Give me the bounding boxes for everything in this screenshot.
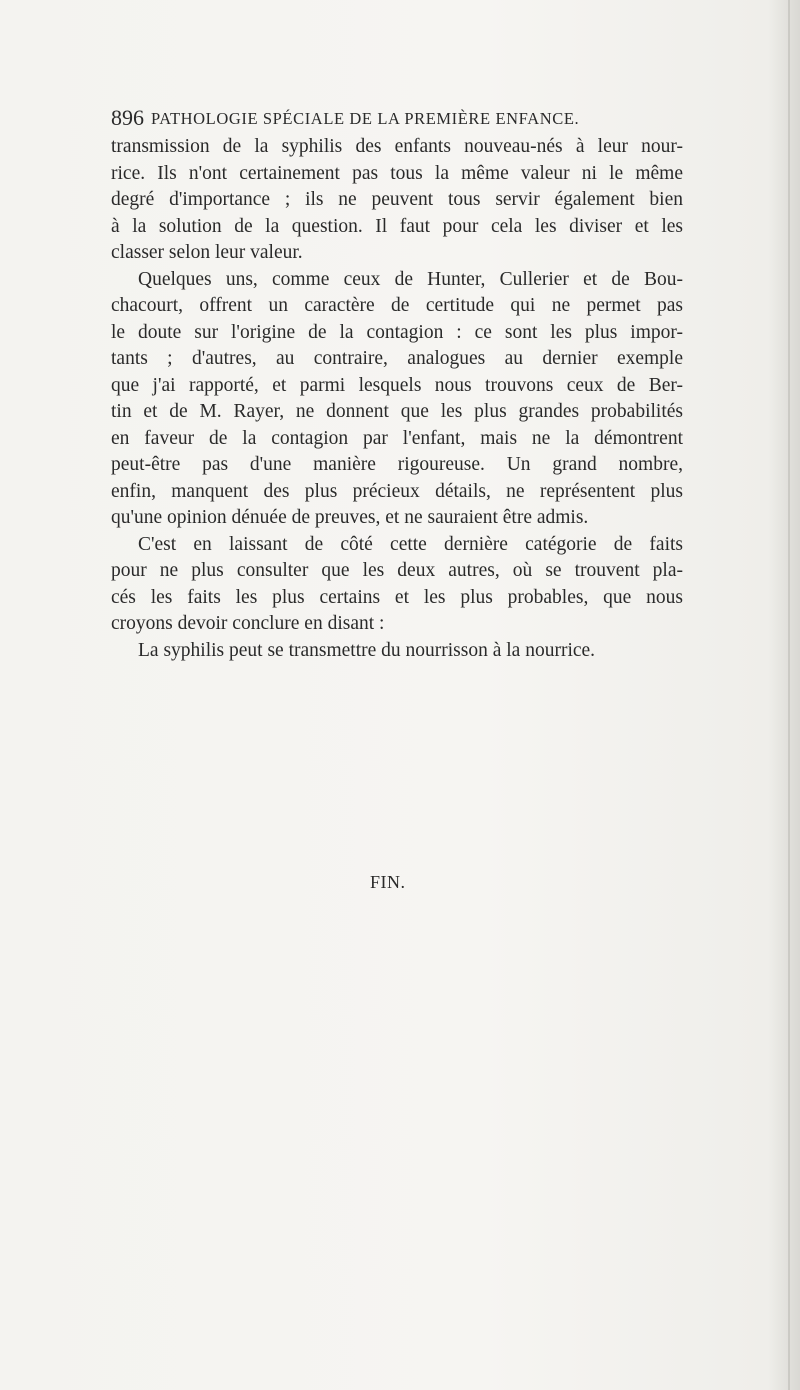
fin-label: FIN. xyxy=(370,872,406,892)
text-line: qu'une opinion dénuée de preuves, et ne sauraient être admis. xyxy=(111,507,589,528)
text-line: à la solution de la question. Il faut pour cela les diviser et les xyxy=(111,215,683,237)
text-line: enfin, manquent des plus précieux détails, ne représentent plus xyxy=(111,480,683,502)
text-line: tants ; d'autres, au contraire, analogues au dernier exemple xyxy=(111,348,683,369)
text-line: en faveur de la contagion par l'enfant, mais ne la démontrent xyxy=(111,427,683,449)
running-head xyxy=(111,104,671,134)
text-line: rice. Ils n'ont certainement pas tous la même valeur ni le même xyxy=(111,162,683,184)
text-line: pour ne plus consulter que les deux autres, où se trouvent pla- xyxy=(111,560,683,581)
text-line: Quelques uns, comme ceux de Hunter, Cullerier et de Bou- xyxy=(138,268,683,290)
text-line: degré d'importance ; ils ne peuvent tous servir également bien xyxy=(111,189,683,210)
text-line: La syphilis peut se transmettre du nourrisson à la nourrice. xyxy=(138,639,596,661)
text-line: croyons devoir conclure en disant : xyxy=(111,613,385,634)
text-line: cés les faits les plus certains et les plus probables, que nous xyxy=(111,586,683,608)
text-line: le doute sur l'origine de la contagion : ce sont les plus impor- xyxy=(111,321,683,343)
text-line: C'est en laissant de côté cette dernière catégorie de faits xyxy=(138,533,683,555)
text-line: chacourt, offrent un caractère de certitude qui ne permet pas xyxy=(111,295,683,316)
running-title: PATHOLOGIE SPÉCIALE DE LA PREMIÈRE ENFANCE. xyxy=(151,109,580,128)
text-line: peut-être pas d'une manière rigoureuse. Un grand nombre, xyxy=(111,454,683,475)
text-line: classer selon leur valeur. xyxy=(111,242,303,263)
page-edge xyxy=(788,0,790,1390)
text-line: tin et de M. Rayer, ne donnent que les plus grandes probabilités xyxy=(111,401,683,422)
text-line: transmission de la syphilis des enfants nouveau-nés à leur nour- xyxy=(111,136,683,157)
text-line: que j'ai rapporté, et parmi lesquels nous trouvons ceux de Ber- xyxy=(111,374,683,396)
body-text xyxy=(111,134,683,664)
page-number: 896 xyxy=(111,105,144,130)
